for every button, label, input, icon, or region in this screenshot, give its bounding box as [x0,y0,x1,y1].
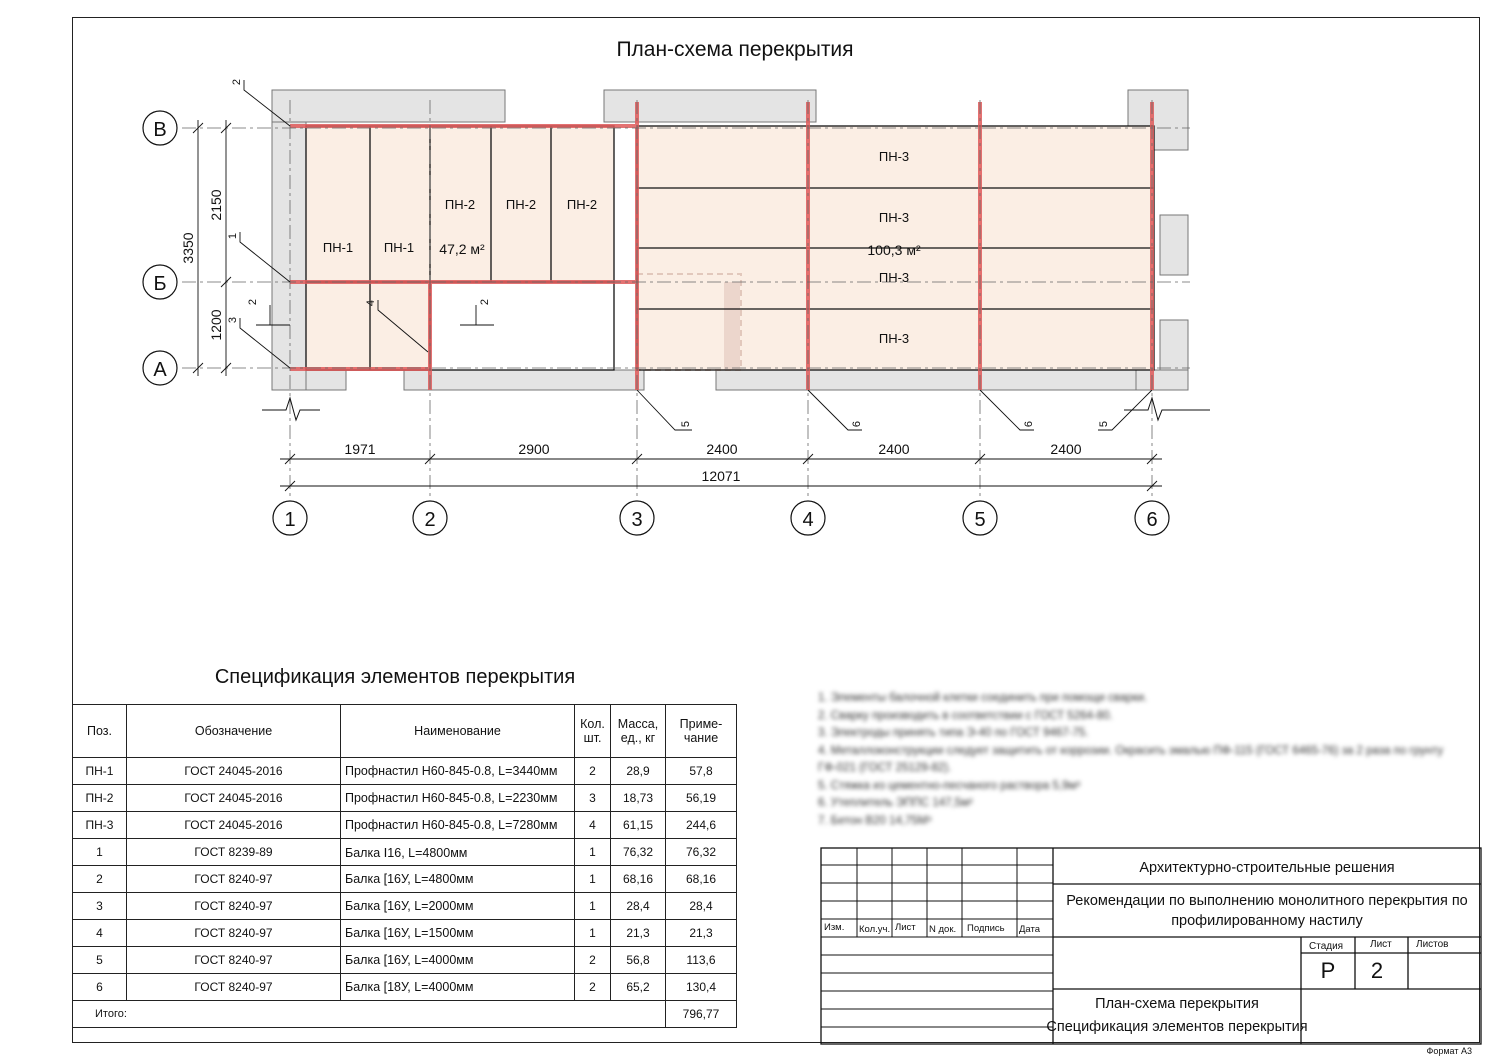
dim-1-2: 1971 [344,441,376,457]
note-line: 7. Бетон В20 14,75М³ [818,814,932,827]
cell-qty: 2 [575,947,611,974]
spec-header-row [73,705,737,758]
col-qty: Кол. шт. [575,705,611,758]
cell-qty: 1 [575,839,611,866]
cell-name: Балка [16У, L=4800мм [341,866,575,893]
panel-label: ПН-3 [878,270,910,285]
cell-pos: 2 [73,866,127,893]
panel-label: ПН-2 [566,197,598,212]
axis-col-2: 2 [424,509,436,531]
cell-name: Балка [16У, L=1500мм [341,920,575,947]
tb-sheets-label: Листов [1416,939,1449,950]
cell-pos: ПН-1 [73,758,127,785]
cell-pos: ПН-2 [73,785,127,812]
cell-note: 68,16 [666,866,737,893]
cell-designation: ГОСТ 8240-97 [127,866,341,893]
spec-row [73,974,737,1001]
note-line: 6. Утеплитель ЭППС 147,5м² [818,797,973,809]
tb-stage-label: Стадия [1309,941,1344,952]
cell-pos: 5 [73,947,127,974]
tb-project-1: Рекомендации по выполнению монолитного перекрытия по [1066,893,1468,909]
cell-name: Профнастил Н60-845-0.8, L=3440мм [341,758,575,785]
cell-qty: 3 [575,785,611,812]
dim-total: 12071 [701,468,741,484]
total-label: Итого: [73,1001,666,1028]
note-line: 4. Металлоконструкции следует защитить от коррозии. Окрасить эмалью ПФ-115 (ГОСТ 6465-76) за 2 раза по грунту [818,744,1444,757]
tb-stage: Р [1320,958,1336,983]
cell-name: Балка [16У, L=2000мм [341,893,575,920]
spec-row [73,812,737,839]
beam-mark: 1 [227,232,239,240]
cell-designation: ГОСТ 8240-97 [127,920,341,947]
cell-designation: ГОСТ 8240-97 [127,947,341,974]
note-line: 3. Электроды принять типа Э-40 по ГОСТ 9467-75. [818,727,1089,739]
tb-sheet-title-2: Спецификация элементов перекрытия [1046,1019,1308,1035]
tb-list: Лист [895,922,916,933]
tb-date: Дата [1019,924,1041,935]
cell-note: 130,4 [666,974,737,1001]
col-name: Наименование [341,705,575,758]
cell-designation: ГОСТ 24045-2016 [127,785,341,812]
note-line: 1. Элементы балочной клетки соединить при помощи сварки. [818,692,1148,704]
panel-label: ПН-3 [878,210,910,225]
cell-pos: 3 [73,893,127,920]
spec-row [73,893,737,920]
axis-col-1: 1 [284,509,296,531]
cell-name: Балка Ⅰ16, L=4800мм [341,839,575,866]
cell-name: Балка [18У, L=4000мм [341,974,575,1001]
tb-section: Архитектурно-строительные решения [1139,860,1395,876]
cell-pos: 1 [73,839,127,866]
spec-row [73,785,737,812]
beam-mark: 5 [680,420,692,428]
beam-mark: 2 [231,78,243,86]
spec-title: Спецификация элементов перекрытия [214,666,576,688]
panel-label: ПН-3 [878,149,910,164]
beam-mark: 6 [851,420,863,428]
panel-label: ПН-1 [383,240,415,255]
tb-project-2: профилированному настилу [1171,913,1363,929]
total-value: 796,77 [666,1001,737,1028]
cell-name: Балка [16У, L=4000мм [341,947,575,974]
cell-note: 244,6 [666,812,737,839]
title-block [820,847,1482,1045]
spec-total-row [73,1001,737,1028]
spec-row [73,866,737,893]
area-right-label: 100,3 м² [867,242,921,258]
cell-designation: ГОСТ 8240-97 [127,893,341,920]
general-notes [818,690,1478,830]
cell-mass: 65,2 [611,974,666,1001]
tb-sheet: 2 [1370,958,1384,983]
panel-label: ПН-2 [444,197,476,212]
cell-note: 76,32 [666,839,737,866]
cell-name: Профнастил Н60-845-0.8, L=2230мм [341,785,575,812]
plan-title: План-схема перекрытия [616,38,854,61]
cell-designation: ГОСТ 24045-2016 [127,758,341,785]
section-mark: 2 [479,298,491,306]
tb-kol: Кол.уч. [859,924,891,935]
cell-mass: 18,73 [611,785,666,812]
col-pos: Поз. [73,705,127,758]
col-note: Приме- чание [666,705,737,758]
cell-mass: 21,3 [611,920,666,947]
dim-b-a: 1200 [208,309,224,341]
note-line: ГФ-021 (ГОСТ 25129-82). [818,762,952,774]
dim-3-4: 2400 [706,441,738,457]
axis-col-5: 5 [974,509,986,531]
cell-note: 28,4 [666,893,737,920]
cell-pos: 6 [73,974,127,1001]
dim-left-total: 3350 [180,232,196,264]
format-label: Формат А3 [1426,1046,1472,1056]
panel-label: ПН-2 [505,197,537,212]
cell-mass: 56,8 [611,947,666,974]
cell-mass: 76,32 [611,839,666,866]
tb-sheet-title-1: План-схема перекрытия [1095,996,1259,1012]
dim-4-5: 2400 [878,441,910,457]
cell-designation: ГОСТ 8240-97 [127,974,341,1001]
axis-row-v: В [153,119,167,141]
cell-note: 56,19 [666,785,737,812]
axis-col-6: 6 [1146,509,1158,531]
cell-qty: 2 [575,758,611,785]
axis-col-3: 3 [631,509,643,531]
cell-name: Профнастил Н60-845-0.8, L=7280мм [341,812,575,839]
cell-qty: 1 [575,866,611,893]
dim-v-b: 2150 [208,189,224,221]
cell-qty: 4 [575,812,611,839]
area-left-label: 47,2 м² [439,241,485,257]
cell-qty: 1 [575,920,611,947]
spec-row [73,947,737,974]
panel-label: ПН-1 [322,240,354,255]
spec-row [73,920,737,947]
cell-note: 113,6 [666,947,737,974]
cell-pos: 4 [73,920,127,947]
cell-designation: ГОСТ 8239-89 [127,839,341,866]
tb-sign: Подпись [967,923,1005,934]
axis-row-a: А [153,359,167,381]
cell-mass: 28,9 [611,758,666,785]
panel-label: ПН-3 [878,331,910,346]
tb-izm: Изм. [824,922,845,933]
tb-ndok: N док. [929,924,957,935]
col-designation: Обозначение [127,705,341,758]
dim-2-3: 2900 [518,441,550,457]
cell-qty: 2 [575,974,611,1001]
beam-mark: 3 [227,316,239,324]
beam-mark: 6 [1023,420,1035,428]
spec-table [72,704,737,1028]
col-mass: Масса, ед., кг [611,705,666,758]
cell-designation: ГОСТ 24045-2016 [127,812,341,839]
note-line: 5. Стяжка из цементно-песчаного раствора 5,9м³ [818,779,1081,792]
spec-row [73,758,737,785]
cell-mass: 68,16 [611,866,666,893]
cell-pos: ПН-3 [73,812,127,839]
tb-sheet-label: Лист [1370,939,1392,950]
cell-mass: 28,4 [611,893,666,920]
beam-mark: 5 [1098,420,1110,428]
beam-mark: 4 [365,299,377,307]
dim-5-6: 2400 [1050,441,1082,457]
axis-col-4: 4 [802,509,814,531]
note-line: 2. Сварку производить в соответствии с ГОСТ 5264-80. [818,709,1113,722]
cell-note: 57,8 [666,758,737,785]
cell-qty: 1 [575,893,611,920]
axis-row-b: Б [153,273,167,295]
cell-note: 21,3 [666,920,737,947]
spec-row [73,839,737,866]
cell-mass: 61,15 [611,812,666,839]
section-mark: 2 [247,298,259,306]
